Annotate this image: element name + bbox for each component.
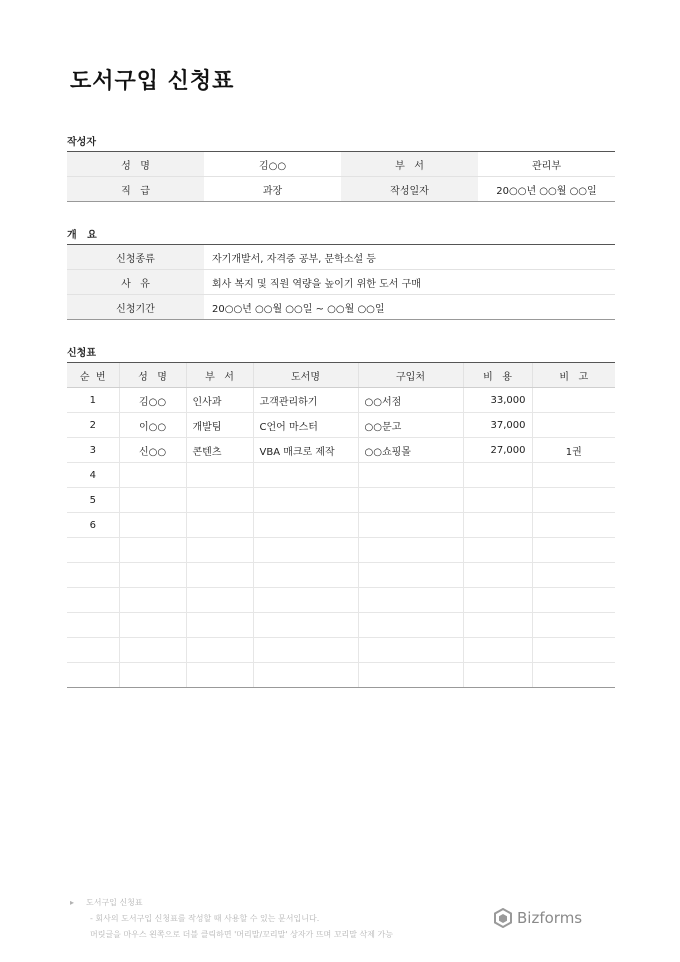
- row-dept: [186, 638, 253, 663]
- table-row: [67, 663, 615, 688]
- row-cost: [463, 513, 532, 538]
- overview-row: [67, 270, 615, 295]
- row-note: [532, 488, 615, 513]
- overview-row: [67, 245, 615, 270]
- footer-description: - 회사의 도서구입 신청표를 작성할 때 사용할 수 있는 문서입니다.: [90, 914, 320, 923]
- row-name: [119, 588, 186, 613]
- row-dept: [186, 463, 253, 488]
- row-book: [253, 613, 358, 638]
- row-cost: [463, 663, 532, 688]
- overview-label: 신청종류: [67, 245, 204, 270]
- dept-label: 부 서: [341, 152, 478, 177]
- column-header: 구입처: [358, 363, 463, 388]
- brand-logo: [494, 908, 582, 928]
- row-book: [253, 488, 358, 513]
- overview-value: 자기개발서, 자격증 공부, 문학소설 등: [204, 245, 615, 270]
- hexagon-logo-icon: [494, 908, 512, 928]
- applicant-row: [67, 152, 615, 177]
- row-store: [358, 613, 463, 638]
- table-row: [67, 538, 615, 563]
- row-number: 6: [67, 513, 119, 538]
- name-label: 성 명: [67, 152, 204, 177]
- row-dept: [186, 588, 253, 613]
- row-store: ○○쇼핑몰: [358, 438, 463, 463]
- row-store: [358, 463, 463, 488]
- requests-heading: 신청표: [67, 348, 96, 359]
- table-row: [67, 388, 615, 413]
- row-name: [119, 538, 186, 563]
- rank-value: 과장: [204, 177, 341, 202]
- applicant-row: [67, 177, 615, 202]
- name-value: 김○○: [204, 152, 341, 177]
- row-note: 1권: [532, 438, 615, 463]
- dept-value: 관리부: [478, 152, 615, 177]
- overview-row: [67, 295, 615, 320]
- footer-title: 도서구입 신청표: [86, 898, 143, 907]
- row-store: [358, 588, 463, 613]
- table-row: [67, 588, 615, 613]
- row-store: [358, 513, 463, 538]
- bullet-icon: ▸: [70, 898, 75, 907]
- row-number: 5: [67, 488, 119, 513]
- requests-table: [67, 362, 615, 688]
- row-dept: [186, 488, 253, 513]
- row-book: [253, 513, 358, 538]
- requests-header-row: [67, 363, 615, 388]
- row-number: 2: [67, 413, 119, 438]
- row-name: [119, 638, 186, 663]
- row-note: [532, 413, 615, 438]
- row-name: 김○○: [119, 388, 186, 413]
- row-cost: [463, 613, 532, 638]
- row-store: [358, 538, 463, 563]
- table-row: [67, 563, 615, 588]
- row-number: [67, 613, 119, 638]
- row-note: [532, 513, 615, 538]
- row-store: [358, 663, 463, 688]
- row-number: 3: [67, 438, 119, 463]
- row-cost: 33,000: [463, 388, 532, 413]
- overview-table: [67, 244, 615, 320]
- row-book: [253, 538, 358, 563]
- column-header: 비 고: [532, 363, 615, 388]
- row-note: [532, 538, 615, 563]
- overview-value: 회사 복지 및 직원 역량을 높이기 위한 도서 구매: [204, 270, 615, 295]
- row-number: [67, 638, 119, 663]
- footer-instruction: 머릿글을 마우스 왼쪽으로 더블 클릭하면 '머리말/꼬리말' 상자가 뜨며 꼬리말 삭제 가능: [90, 930, 394, 939]
- row-name: 이○○: [119, 413, 186, 438]
- row-cost: [463, 638, 532, 663]
- column-header: 비 용: [463, 363, 532, 388]
- row-note: [532, 663, 615, 688]
- table-row: [67, 413, 615, 438]
- page-title: 도서구입 신청표: [70, 69, 235, 94]
- overview-value: 20○○년 ○○월 ○○일 ~ ○○월 ○○일: [204, 295, 615, 320]
- row-book: [253, 563, 358, 588]
- row-dept: [186, 513, 253, 538]
- applicant-table: [67, 151, 615, 202]
- table-row: [67, 513, 615, 538]
- row-name: [119, 463, 186, 488]
- column-header: 부 서: [186, 363, 253, 388]
- rank-label: 직 급: [67, 177, 204, 202]
- row-number: [67, 563, 119, 588]
- row-dept: 개발팀: [186, 413, 253, 438]
- row-number: [67, 538, 119, 563]
- row-note: [532, 388, 615, 413]
- row-cost: [463, 563, 532, 588]
- row-note: [532, 588, 615, 613]
- row-dept: [186, 563, 253, 588]
- row-store: ○○서점: [358, 388, 463, 413]
- overview-label: 신청기간: [67, 295, 204, 320]
- row-cost: 27,000: [463, 438, 532, 463]
- row-dept: 인사과: [186, 388, 253, 413]
- row-store: [358, 638, 463, 663]
- row-dept: [186, 613, 253, 638]
- row-name: [119, 563, 186, 588]
- column-header: 도서명: [253, 363, 358, 388]
- table-row: [67, 638, 615, 663]
- row-note: [532, 563, 615, 588]
- row-name: [119, 663, 186, 688]
- row-book: [253, 663, 358, 688]
- row-cost: [463, 588, 532, 613]
- row-number: 4: [67, 463, 119, 488]
- overview-heading: 개 요: [67, 230, 97, 241]
- table-row: [67, 438, 615, 463]
- row-book: 고객관리하기: [253, 388, 358, 413]
- row-cost: [463, 463, 532, 488]
- date-label: 작성일자: [341, 177, 478, 202]
- row-dept: 콘텐츠: [186, 438, 253, 463]
- brand-name: Bizforms: [517, 909, 583, 927]
- row-store: [358, 488, 463, 513]
- column-header: 순 번: [67, 363, 119, 388]
- row-dept: [186, 538, 253, 563]
- table-row: [67, 463, 615, 488]
- row-note: [532, 638, 615, 663]
- row-note: [532, 613, 615, 638]
- date-value: 20○○년 ○○월 ○○일: [478, 177, 615, 202]
- table-row: [67, 613, 615, 638]
- row-cost: [463, 488, 532, 513]
- row-number: [67, 663, 119, 688]
- row-cost: [463, 538, 532, 563]
- row-name: [119, 613, 186, 638]
- row-book: C언어 마스터: [253, 413, 358, 438]
- applicant-heading: 작성자: [67, 137, 96, 148]
- row-note: [532, 463, 615, 488]
- row-cost: 37,000: [463, 413, 532, 438]
- row-store: [358, 563, 463, 588]
- row-name: [119, 488, 186, 513]
- column-header: 성 명: [119, 363, 186, 388]
- row-book: VBA 매크로 제작: [253, 438, 358, 463]
- table-row: [67, 488, 615, 513]
- row-name: [119, 513, 186, 538]
- row-number: [67, 588, 119, 613]
- row-name: 신○○: [119, 438, 186, 463]
- row-book: [253, 463, 358, 488]
- row-store: ○○문고: [358, 413, 463, 438]
- overview-label: 사 유: [67, 270, 204, 295]
- row-book: [253, 588, 358, 613]
- footer-note: [70, 895, 393, 943]
- row-dept: [186, 663, 253, 688]
- row-number: 1: [67, 388, 119, 413]
- row-book: [253, 638, 358, 663]
